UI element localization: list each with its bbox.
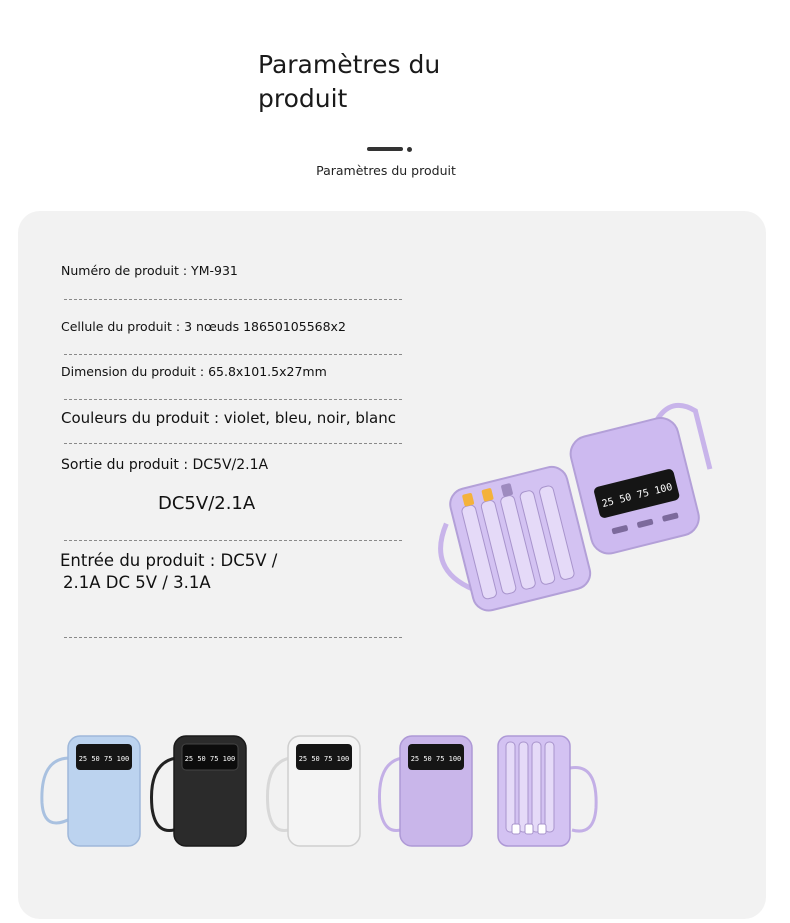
divider-dot <box>407 147 412 152</box>
screen-readout: 25 50 75 100 <box>298 755 350 763</box>
thumb-black <box>146 728 264 858</box>
thumb-violet-cables <box>488 728 606 858</box>
spec-colors: Couleurs du produit : violet, bleu, noir, blanc <box>61 409 396 427</box>
spec-input-line2: 2.1A DC 5V / 3.1A <box>63 573 211 592</box>
divider-bar <box>367 147 403 151</box>
cable-loop-icon <box>570 768 596 832</box>
spec-product-number: Numéro de produit : YM-931 <box>61 263 238 278</box>
cable-slot-icon <box>506 742 515 832</box>
page-title: Paramètres du produit <box>258 50 441 113</box>
spec-input-line1: Entrée du produit : DC5V / <box>60 551 278 570</box>
thumb-violet <box>374 728 492 858</box>
title-divider <box>367 147 417 151</box>
connector-icon <box>512 824 520 834</box>
connector-icon <box>525 824 533 834</box>
screen-readout: 25 50 75 100 <box>184 755 236 763</box>
cable-slot-icon <box>545 742 554 832</box>
spec-dimension: Dimension du produit : 65.8x101.5x27mm <box>61 364 327 379</box>
screen-readout: 25 50 75 100 <box>410 755 462 763</box>
spec-output-extra: DC5V/2.1A <box>158 493 256 514</box>
powerbank-front-violet <box>565 401 724 557</box>
screen-readout: 25 50 75 100 <box>78 755 130 763</box>
spec-cell: Cellule du produit : 3 nœuds 18650105568x2 <box>61 319 346 334</box>
powerbank-cables-violet <box>432 464 594 619</box>
thumb-blue <box>38 728 156 858</box>
spec-output: Sortie du produit : DC5V/2.1A <box>61 457 269 473</box>
spec-separator <box>64 399 402 400</box>
section-subtitle: Paramètres du produit <box>316 163 456 178</box>
hero-product-image <box>432 396 732 626</box>
spec-separator <box>64 443 402 444</box>
spec-separator <box>64 299 402 300</box>
cable-slot-icon <box>532 742 541 832</box>
connector-icon <box>538 824 546 834</box>
spec-input <box>60 550 290 594</box>
cable-slot-icon <box>519 742 528 832</box>
thumb-white <box>262 728 380 858</box>
spec-separator <box>64 540 402 541</box>
spec-separator <box>64 354 402 355</box>
screen-readout: 25 50 75 100 <box>600 481 674 511</box>
spec-separator <box>64 637 402 638</box>
